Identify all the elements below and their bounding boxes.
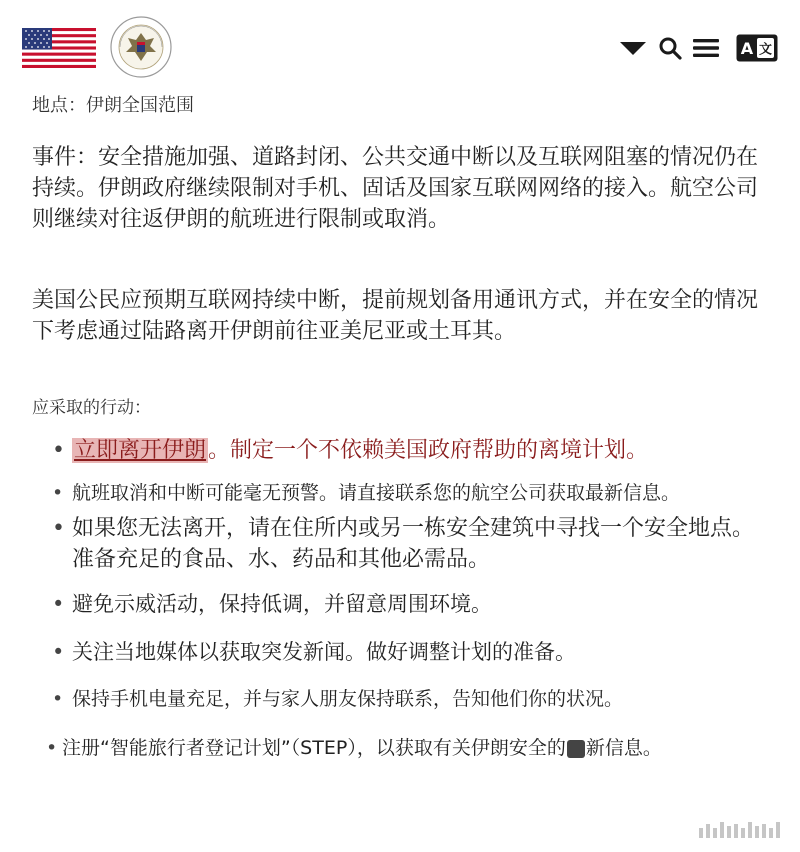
actions-list — [32, 435, 772, 762]
header-toolbar — [618, 34, 778, 62]
citizens-paragraph: 美国公民应预期互联网持续中断，提前规划备用通讯方式，并在安全的情况下考虑通过陆路离开伊朗前往亚美尼亚或土耳其。 — [32, 288, 759, 344]
translate-glyph-a: A — [740, 39, 754, 58]
list-item: • 如果您无法离开，请在住所内或另一栋安全建筑中寻找一个安全地点。准备充足的食品、水、药品和其他必需品。 — [32, 513, 772, 575]
events-paragraph: 事件：安全措施加强、道路封闭、公共交通中断以及互联网阻塞的情况仍在持续。伊朗政府继续限制对手机、固话及国家互联网网络的接入。航空公司则继续对往返伊朗的航班进行限制或取消。 — [32, 145, 759, 232]
search-icon[interactable] — [658, 36, 682, 60]
list-item — [32, 735, 772, 762]
list-item: • 避免示威活动，保持低调，并留意周围环境。 — [32, 589, 772, 619]
actions-title: 应采取的行动： — [32, 398, 151, 418]
location-line: 地点：伊朗全国范围 — [32, 95, 194, 116]
cursor-icon — [567, 740, 585, 758]
list-item: • 保持手机电量充足，并与家人朋友保持联系，告知他们你的状况。 — [32, 685, 772, 713]
step-text-after: 新信息。 — [585, 737, 662, 759]
translate-icon[interactable] — [730, 34, 778, 62]
us-flag-icon — [22, 28, 96, 68]
menu-icon[interactable] — [692, 36, 720, 60]
embassy-seal-icon — [110, 16, 172, 78]
list-item — [32, 435, 772, 467]
step-text-before: 注册“智能旅行者登记计划”（STEP），以获取有关伊朗安全的 — [62, 737, 566, 759]
site-header — [0, 0, 800, 90]
alert-content — [32, 92, 772, 762]
translate-glyph-b: 文 — [758, 42, 773, 58]
chevron-down-icon[interactable] — [618, 38, 648, 58]
list-item: • 航班取消和中断可能毫无预警。请直接联系您的航空公司获取最新信息。 — [32, 479, 772, 507]
watermark-bars-icon — [699, 822, 780, 838]
leave-iran-highlight: 立即离开伊朗 — [74, 438, 207, 463]
leave-iran-rest: 。制定一个不依赖美国政府帮助的离境计划。 — [208, 438, 649, 463]
list-item: • 关注当地媒体以获取突发新闻。做好调整计划的准备。 — [32, 637, 772, 667]
